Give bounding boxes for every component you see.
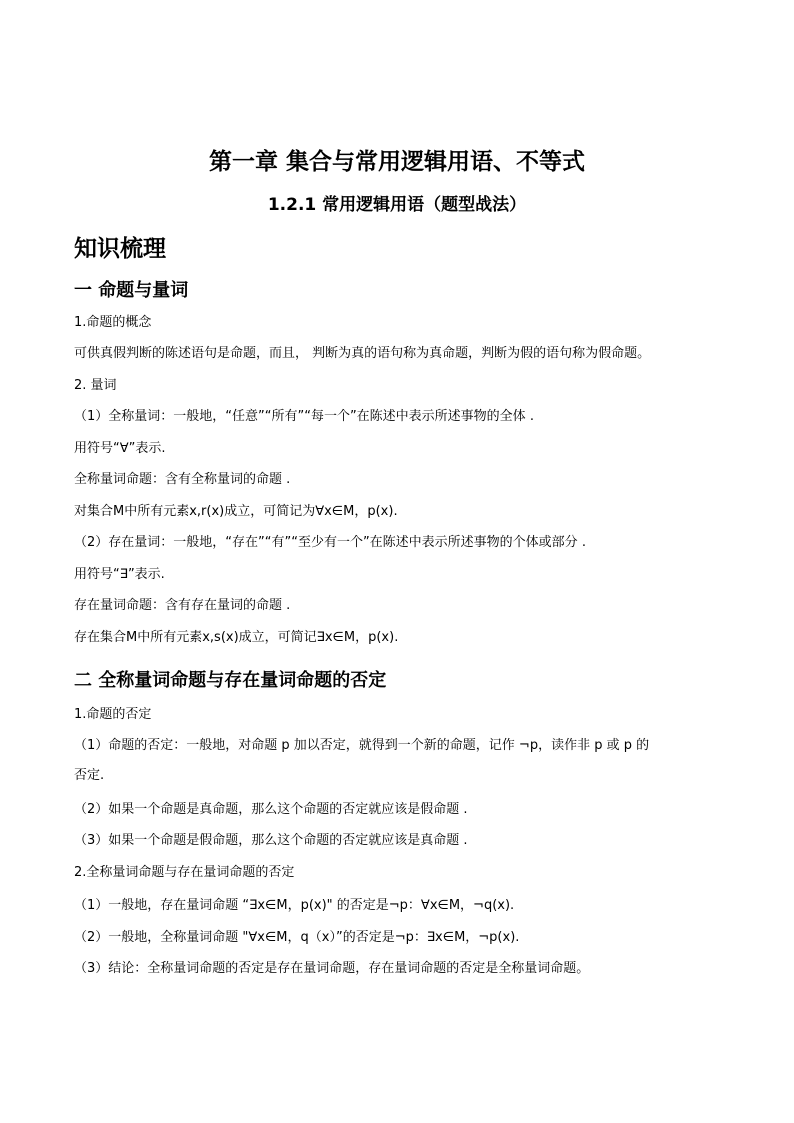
s1-line: 全称量词命题：含有全称量词的命题 . — [74, 472, 291, 487]
s1-line: 2. 量词 — [74, 378, 117, 393]
s2-line: （3）结论：全称量词命题的否定是存在量词命题，存在量词命题的否定是全称量词命题。 — [74, 961, 590, 976]
s2-line: 否定. — [74, 768, 105, 783]
s1-line: 存在量词命题：含有存在量词的命题 . — [74, 598, 291, 613]
s1-line: 用符号“∃”表示. — [74, 567, 165, 582]
s1-line: （1）全称量词：一般地，“任意”“所有”“每一个”在陈述中表示所述事物的全体 . — [74, 409, 534, 424]
section-title: 1.2.1 常用逻辑用语（题型战法） — [267, 195, 527, 215]
s2-line: （2）一般地，全称量词命题 "∀x∈M，q（x）”的否定是¬p：∃x∈M，¬p(x). — [74, 930, 520, 945]
s1-line: 1.命题的概念 — [74, 315, 152, 330]
s1-line: 可供真假判断的陈述语句是命题，而且， 判断为真的语句称为真命题，判断为假的语句称为假命题。 — [74, 346, 651, 361]
s2-line: （3）如果一个命题是假命题，那么这个命题的否定就应该是真命题 . — [74, 833, 468, 848]
section-2-title: 二 全称量词命题与存在量词命题的否定 — [74, 670, 387, 691]
heading-knowledge: 知识梳理 — [74, 236, 166, 262]
s2-line: 2.全称量词命题与存在量词命题的否定 — [74, 865, 295, 880]
chapter-title: 第一章 集合与常用逻辑用语、不等式 — [208, 149, 585, 175]
s1-line: （2）存在量词：一般地，“存在”“有”“至少有一个”在陈述中表示所述事物的个体或部分 . — [74, 535, 586, 550]
s2-line: 1.命题的否定 — [74, 707, 152, 722]
s2-line: （1）一般地，存在量词命题 “∃x∈M，p(x)" 的否定是¬p：∀x∈M，¬q(x). — [74, 898, 515, 913]
s2-line: （2）如果一个命题是真命题，那么这个命题的否定就应该是假命题 . — [74, 802, 468, 817]
s1-line: 对集合M中所有元素x,r(x)成立，可简记为∀x∈M，p(x). — [74, 504, 398, 519]
s1-line: 用符号“∀”表示. — [74, 441, 166, 456]
s2-line: （1）命题的否定：一般地，对命题 p 加以否定，就得到一个新的命题，记作 ¬p，读作非 p 或 p 的 — [74, 738, 650, 753]
s1-line: 存在集合M中所有元素x,s(x)成立，可简记∃x∈M，p(x). — [74, 630, 399, 645]
section-1-title: 一 命题与量词 — [74, 280, 189, 301]
